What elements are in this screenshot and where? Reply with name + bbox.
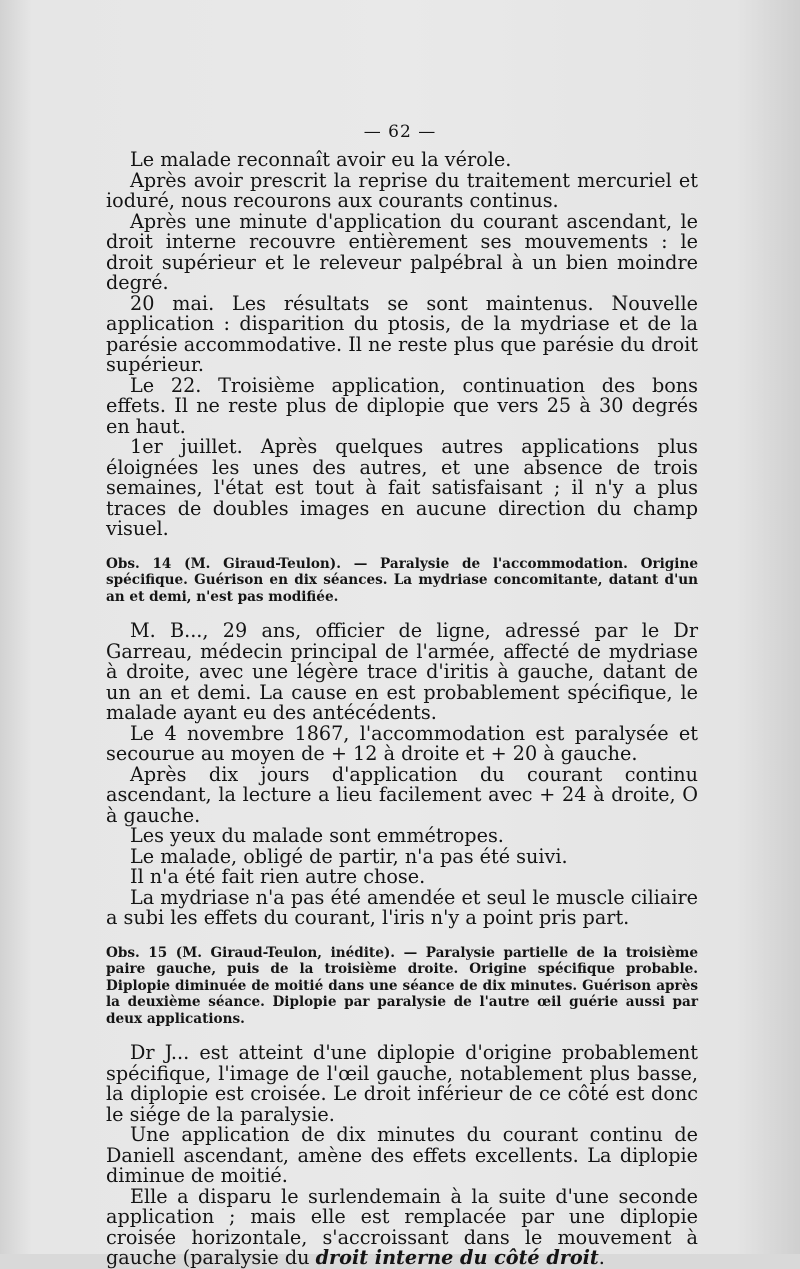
paragraph: Le 4 novembre 1867, l'accommodation est paralysée et secourue au moyen de + 12 à droite et + 20 à gauche. xyxy=(106,724,698,765)
paragraph: Après une minute d'application du courant ascendant, le droit interne recouvre entièrement ses mouvements : le droit supérieur et le releveur palpébral à un bien moindre degré. xyxy=(106,212,698,294)
last-paragraph xyxy=(106,1187,698,1269)
paragraph: Les yeux du malade sont emmétropes. xyxy=(106,826,698,847)
paragraph: La mydriase n'a pas été amendée et seul le muscle ciliaire a subi les effets du courant, l'iris n'y a point pris part. xyxy=(106,888,698,929)
paragraph: Le malade, obligé de partir, n'a pas été suivi. xyxy=(106,847,698,868)
observation-15-heading: Obs. 15 (M. Giraud-Teulon, inédite). — Paralysie partielle de la troisième paire gauche, puis de la troisième droite. Origine spécifique probable. Diplopie diminuée de moitié dans une séance de dix minutes. Guérison après la deuxième séance. Diplopie par paralysie de l'autre œil guérie aussi par deux applications. xyxy=(106,945,698,1028)
paragraph: M. B..., 29 ans, officier de ligne, adressé par le Dr Garreau, médecin principal de l'armée, affecté de mydriase à droite, avec une légère trace d'iritis à gauche, datant de un an et demi. La cause en est probablement spécifique, le malade ayant eu des antécédents. xyxy=(106,621,698,724)
paragraph: Après avoir prescrit la reprise du traitement mercuriel et ioduré, nous recourons aux courants continus. xyxy=(106,171,698,212)
paragraph: 1er juillet. Après quelques autres applications plus éloignées les unes des autres, et une absence de trois semaines, l'état est tout à fait satisfaisant ; il n'y a plus traces de doubles images en aucune direction du champ visuel. xyxy=(106,437,698,540)
paragraph: Le malade reconnaît avoir eu la vérole. xyxy=(106,150,698,171)
observation-14-heading: Obs. 14 (M. Giraud-Teulon). — Paralysie de l'accommodation. Origine spécifique. Guérison en dix séances. La mydriase concomitante, datant d'un an et demi, n'est pas modifiée. xyxy=(106,556,698,606)
paragraph: Après dix jours d'application du courant continu ascendant, la lecture a lieu facilement avec + 24 à droite, O à gauche. xyxy=(106,765,698,827)
paragraph: Une application de dix minutes du courant continu de Daniell ascendant, amène des effets excellents. La diplopie diminue de moitié. xyxy=(106,1125,698,1187)
page-number: — 62 — xyxy=(0,122,800,142)
paragraph: Dr J... est atteint d'une diplopie d'origine probablement spécifique, l'image de l'œil gauche, notablement plus basse, la diplopie est croisée. Le droit inférieur de ce côté est donc le siége de la paralysie. xyxy=(106,1043,698,1125)
paragraph: 20 mai. Les résultats se sont maintenus. Nouvelle application : disparition du ptosis, de la mydriase et de la parésie accommodative. Il ne reste plus que parésie du droit supérieur. xyxy=(106,294,698,376)
paragraph: Le 22. Troisième application, continuation des bons effets. Il ne reste plus de diplopie que vers 25 à 30 degrés en haut. xyxy=(106,376,698,438)
last-paragraph-end: . xyxy=(599,1246,605,1269)
paragraph: Il n'a été fait rien autre chose. xyxy=(106,867,698,888)
last-paragraph-text: Elle a disparu le surlendemain à la suite d'une seconde application ; mais elle est remplacée par une diplopie croisée horizontale, s'accroissant dans le mouvement à gauche (paralysie du xyxy=(106,1185,698,1269)
page-body xyxy=(106,150,698,1269)
last-paragraph-italic: droit interne du côté droit xyxy=(316,1246,599,1269)
